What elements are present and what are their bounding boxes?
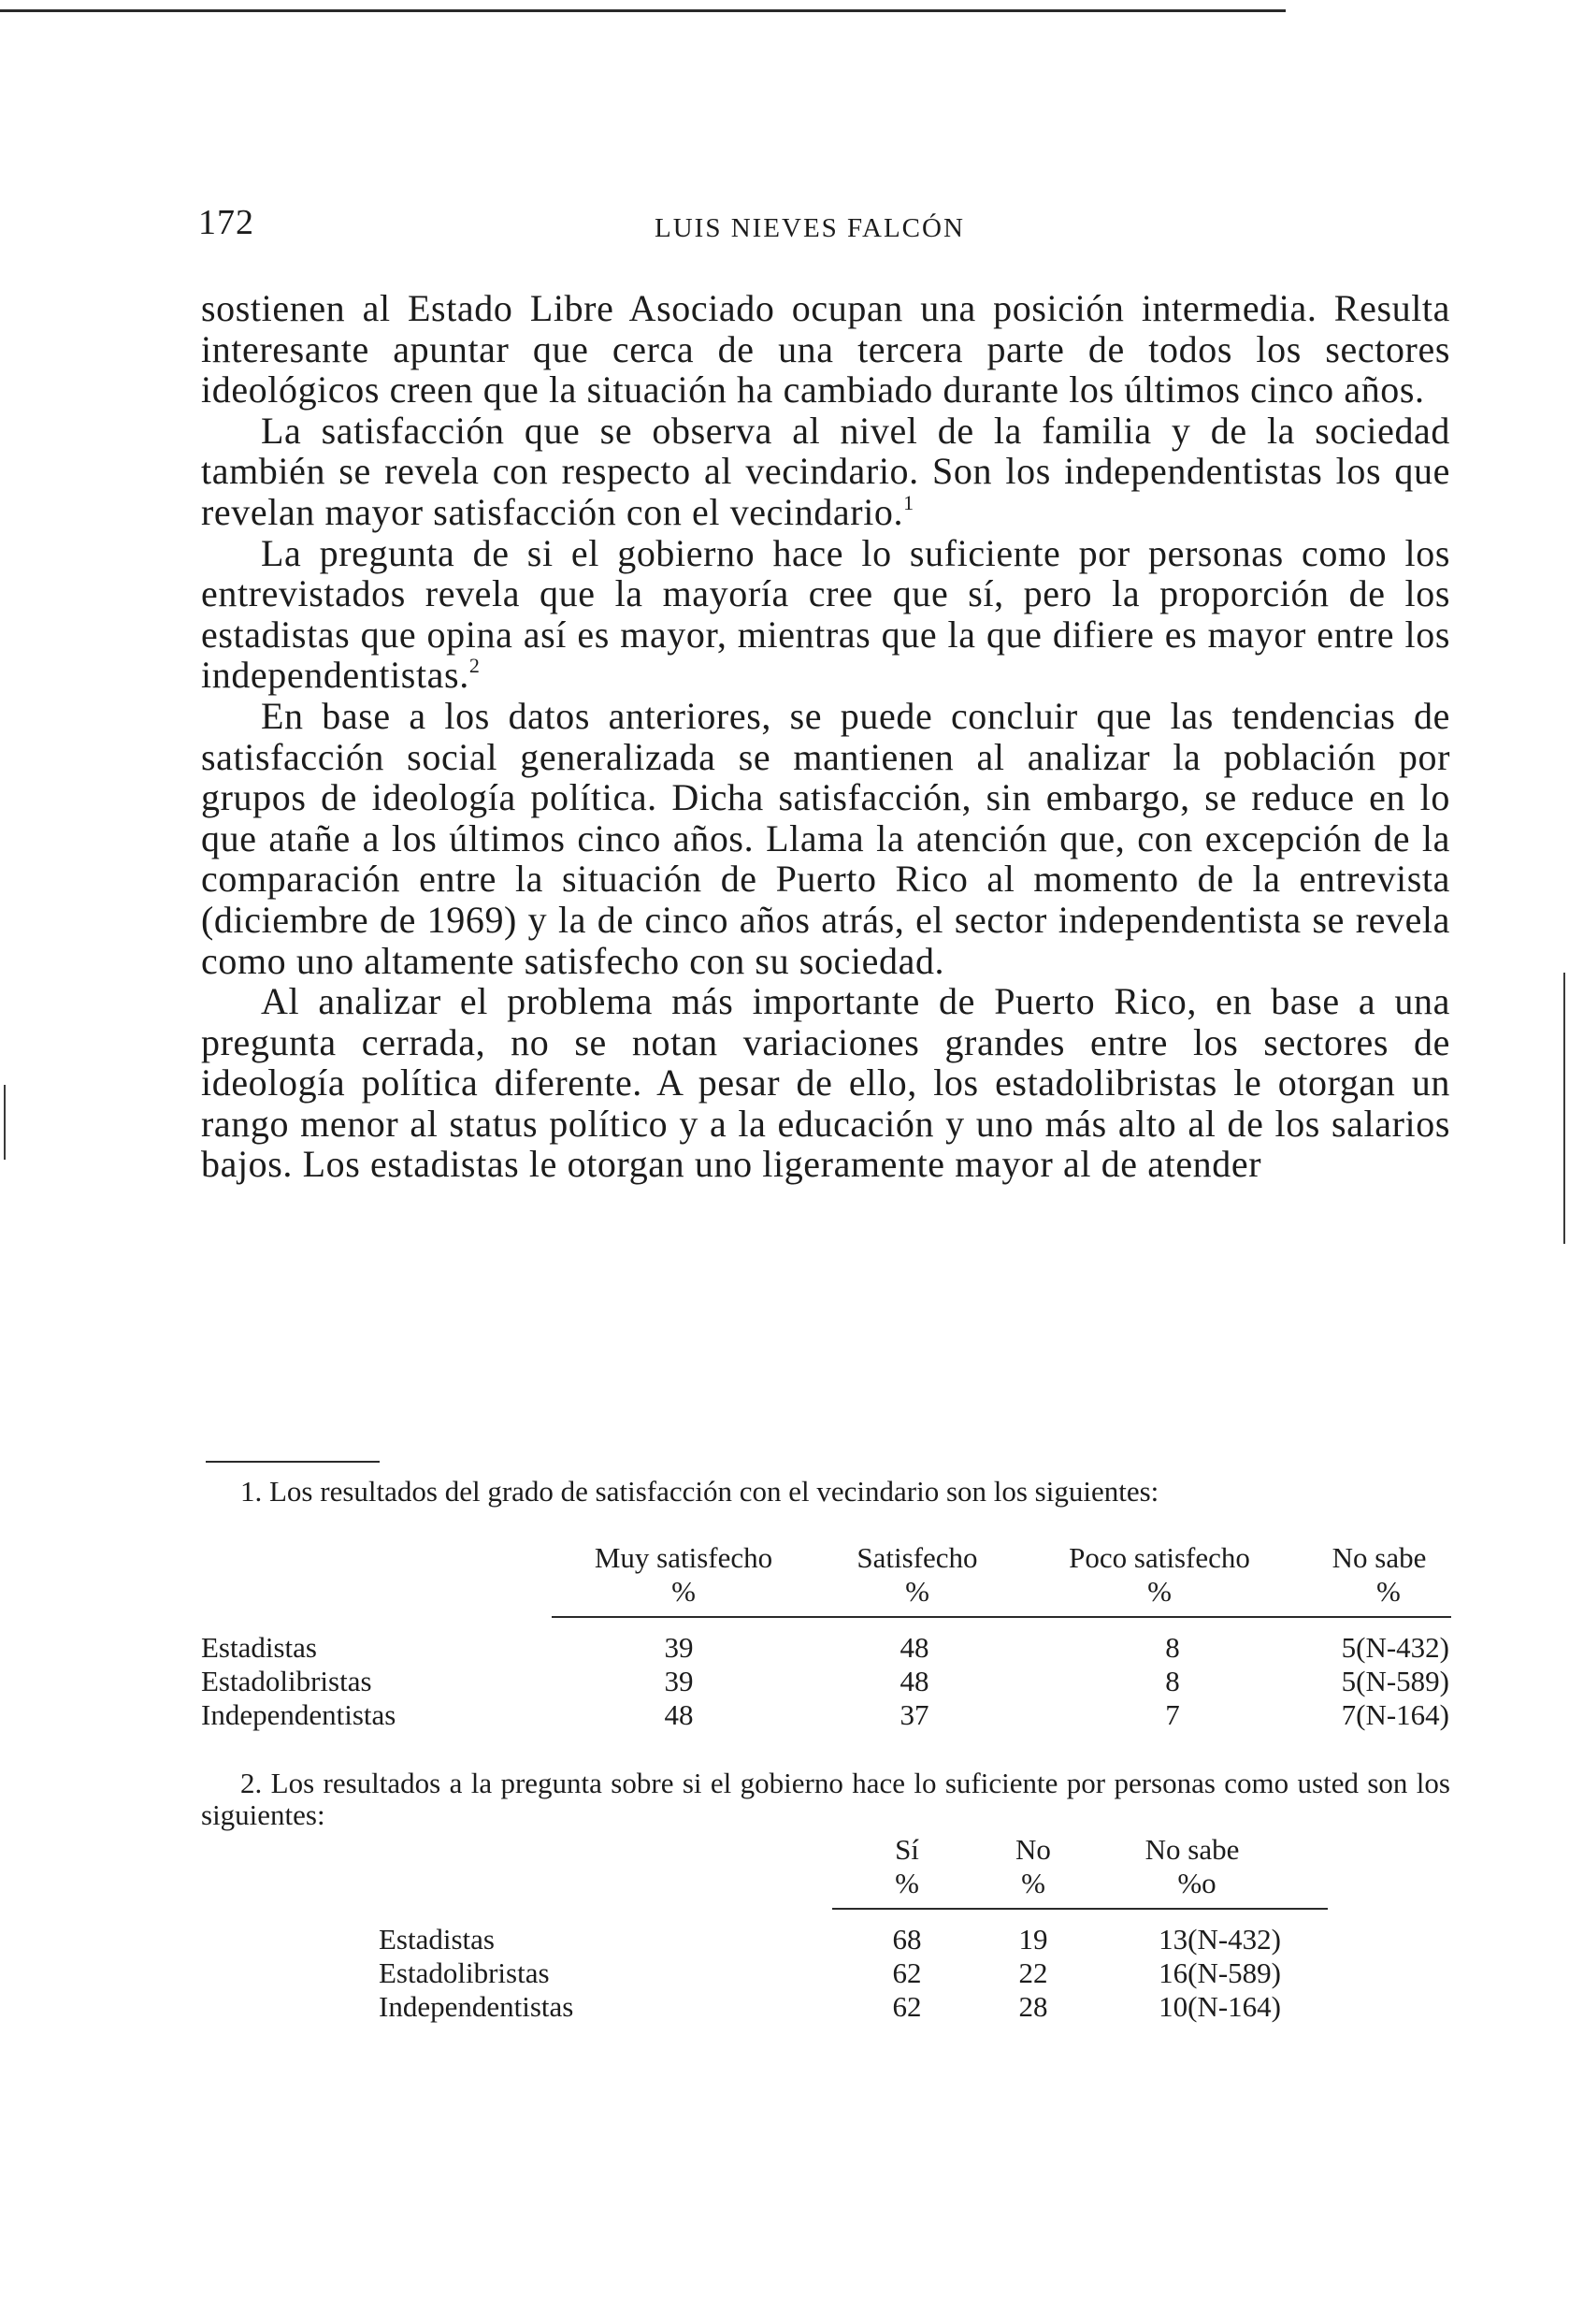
fn1-header-no-sabe: No sabe: [1331, 1541, 1427, 1574]
left-margin-mark: [4, 1085, 6, 1160]
fn1-table-rule: [552, 1616, 1451, 1618]
paragraph-5: Al analizar el problema más importante de Puerto Rico, en base a una pregunta cerrada, no se notan variaciones grandes entre los sectores de ideología política diferente. A pesar de ello, los estadolibristas le otorgan un rango menor al status político y a la educación y uno más alto al de los salarios bajos. Los estadistas le otorgan uno ligeramente mayor al de atender: [201, 980, 1450, 1186]
fn2-unit-3: %o: [1177, 1867, 1216, 1899]
fn1-row-3-value-2: 37: [900, 1698, 929, 1731]
fn2-row-1-value-2: 19: [1018, 1923, 1048, 1956]
fn2-row-3-label: Independentistas: [379, 1990, 574, 2023]
footnote-2: [201, 1768, 1450, 1831]
fn1-unit-1: %: [671, 1575, 696, 1608]
fn1-unit-4: %: [1376, 1575, 1401, 1608]
fn1-header-muy-satisfecho: Muy satisfecho: [594, 1541, 773, 1574]
fn2-header-si: Sí: [895, 1833, 919, 1866]
paragraph-3: La pregunta de si el gobierno hace lo suficiente por personas como los entrevistados revela que la mayoría cree que sí, pero la proporción de los estadistas que opina así es mayor, mientras que la que difiere es mayor entre los independentistas.$^2$: [201, 531, 1450, 697]
fn2-header-no-sabe: No sabe: [1144, 1833, 1240, 1866]
fn1-row-2-value-4: 5(N-589): [1341, 1665, 1449, 1697]
fn2-row-2-value-2: 22: [1018, 1956, 1048, 1989]
fn1-row-3-value-3: 7: [1165, 1698, 1180, 1731]
fn1-row-3-label: Independentistas: [201, 1698, 396, 1731]
fn1-row-1-label: Estadistas: [201, 1631, 317, 1664]
fn2-unit-2: %: [1021, 1867, 1045, 1899]
fn1-row-1-value-3: 8: [1165, 1631, 1180, 1664]
top-border-rule: [0, 9, 1286, 12]
fn1-row-2-value-1: 39: [664, 1665, 694, 1697]
fn2-row-2-value-1: 62: [892, 1956, 922, 1989]
fn2-unit-1: %: [895, 1867, 919, 1899]
fn1-row-1-value-2: 48: [900, 1631, 929, 1664]
fn2-header-no: No: [1015, 1833, 1051, 1866]
fn1-row-3-value-4: 7(N-164): [1341, 1698, 1449, 1731]
footnote-separator: [206, 1461, 380, 1463]
footnote-2-text: 2. Los resultados a la pregunta sobre si el gobierno hace lo suficiente por personas como usted son los siguientes:: [201, 1767, 1450, 1831]
fn1-header-satisfecho: Satisfecho: [856, 1541, 978, 1574]
right-margin-mark: [1563, 973, 1565, 1244]
paragraph-4: En base a los datos anteriores, se puede concluir que las tendencias de satisfacción social generalizada se mantienen al analizar la población por grupos de ideología política. Dicha satisfacción, sin embargo, se reduce en lo que atañe a los últimos cinco años. Llama la atención que, con excepción de la comparación entre la situación de Puerto Rico al momento de la entrevista (diciembre de 1969) y la de cinco años atrás, el sector independentista se revela como uno altamente satisfecho con su sociedad.: [201, 694, 1450, 982]
fn2-row-2-label: Estadolibristas: [379, 1956, 550, 1989]
fn1-row-3-value-1: 48: [664, 1698, 694, 1731]
footnote-1-text: 1. Los resultados del grado de satisfacción con el vecindario son los siguientes:: [240, 1475, 1159, 1508]
fn1-header-poco-satisfecho: Poco satisfecho: [1069, 1541, 1250, 1574]
fn2-row-2-value-3: 16(N-589): [1159, 1956, 1281, 1989]
fn1-row-2-value-3: 8: [1165, 1665, 1180, 1697]
footnote-ref-2: 2: [468, 654, 481, 678]
body-text: [201, 288, 1450, 1185]
fn1-row-1-value-4: 5(N-432): [1341, 1631, 1449, 1664]
fn2-row-3-value-1: 62: [892, 1990, 922, 2023]
running-head: LUIS NIEVES FALCÓN: [655, 213, 965, 243]
page-number: 172: [198, 203, 254, 242]
fn1-row-2-value-2: 48: [900, 1665, 929, 1697]
fn1-unit-3: %: [1147, 1575, 1172, 1608]
paragraph-1: sostienen al Estado Libre Asociado ocupan una posición intermedia. Resulta interesante apuntar que cerca de una tercera parte de todos los sectores ideológicos creen que la situación ha cambiado durante los últimos cinco años.: [201, 287, 1450, 411]
fn2-row-1-value-3: 13(N-432): [1159, 1923, 1281, 1956]
paragraph-2: La satisfacción que se observa al nivel de la familia y de la sociedad también se revela con respecto al vecindario. Son los independentistas los que revelan mayor satisfacción con el vecindario.$^1$: [201, 409, 1450, 533]
fn1-unit-2: %: [905, 1575, 929, 1608]
fn2-table-rule: [832, 1908, 1328, 1910]
fn1-row-1-value-1: 39: [664, 1631, 694, 1664]
fn2-row-3-value-3: 10(N-164): [1159, 1990, 1281, 2023]
fn2-row-3-value-2: 28: [1018, 1990, 1048, 2023]
fn2-row-1-label: Estadistas: [379, 1923, 495, 1956]
footnote-ref-1: 1: [903, 490, 914, 514]
fn2-row-1-value-1: 68: [892, 1923, 922, 1956]
footnote-1: [201, 1476, 1450, 1508]
fn1-row-2-label: Estadolibristas: [201, 1665, 372, 1697]
